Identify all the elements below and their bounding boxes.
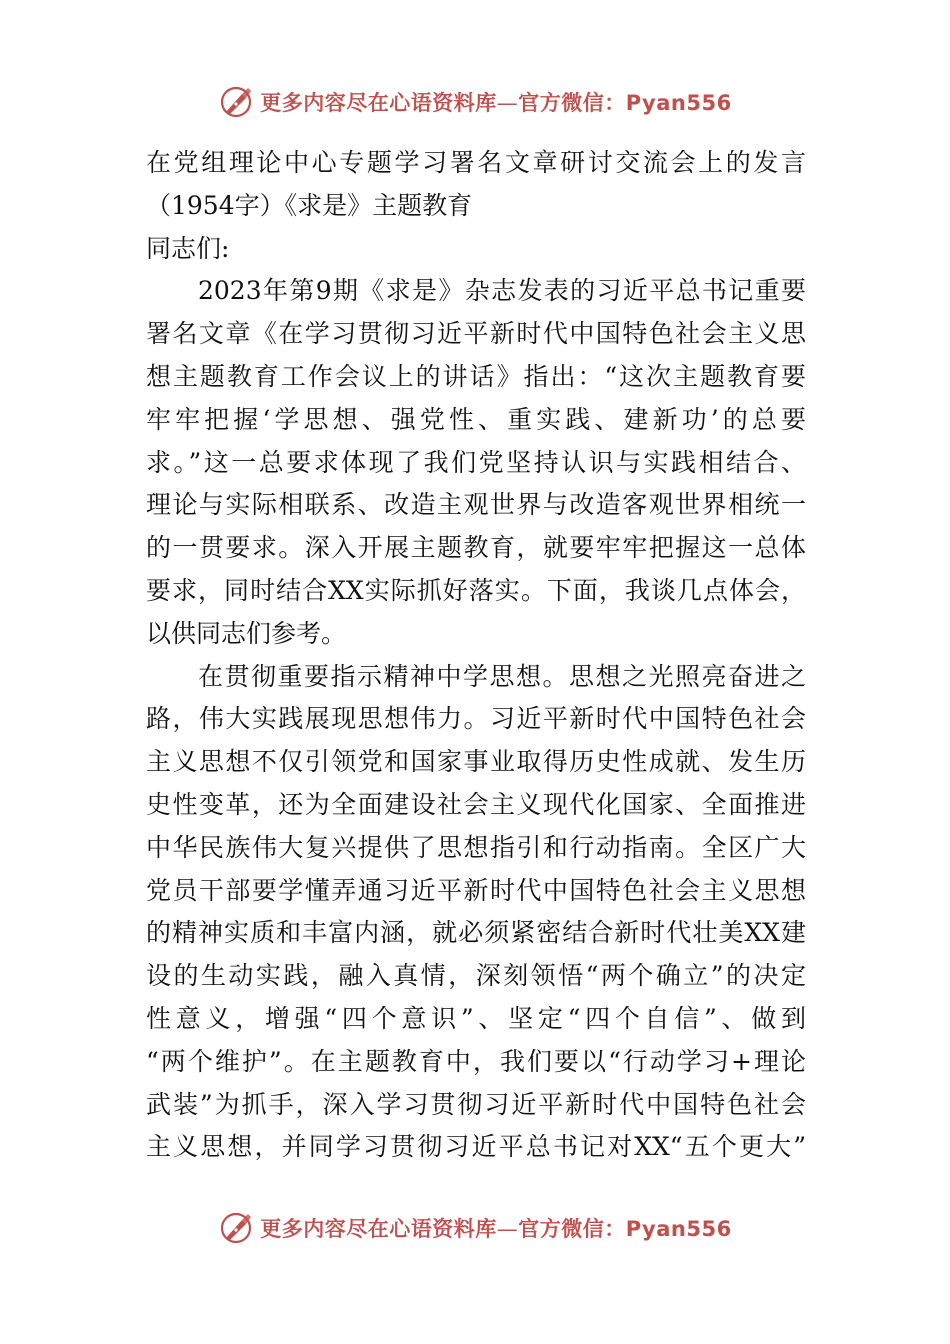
- document-title-line-2: （1954字）《求是》主题教育: [146, 190, 473, 220]
- paragraph-line: 性意义，增强“四个意识”、坚定“四个自信”、做到: [146, 1003, 806, 1033]
- paragraph-line: 求。”这一总要求体现了我们党坚持认识与实践相结合、: [146, 447, 806, 477]
- paragraph-line: 主义思想不仅引领党和国家事业取得历史性成就、发生历: [146, 747, 806, 777]
- paragraph-line: 中华民族伟大复兴提供了思想指引和行动指南。全区广大: [146, 832, 806, 862]
- paragraph-line: 的精神实质和丰富内涵，就必须紧密结合新时代壮美XX建: [146, 918, 806, 948]
- paragraph-line: 党员干部要学懂弄通习近平新时代中国特色社会主义思想: [146, 875, 806, 905]
- paragraph-line: 要求，同时结合XX实际抓好落实。下面，我谈几点体会，: [146, 575, 806, 605]
- paragraph-1: [146, 270, 806, 655]
- document-title-line-1: 在党组理论中心专题学习署名文章研讨交流会上的发言: [146, 148, 806, 177]
- paragraph-2: [146, 656, 806, 1170]
- banner-text: 更多内容尽在心语资料库—官方微信：Pyan556: [260, 91, 732, 115]
- paragraph-line: 武装”为抓手，深入学习贯彻习近平新时代中国特色社会: [146, 1089, 806, 1119]
- paragraph-line: 史性变革，还为全面建设社会主义现代化国家、全面推进: [146, 789, 806, 819]
- paragraph-line: “两个维护”。在主题教育中，我们要以“行动学习+理论: [146, 1046, 806, 1076]
- footer-banner: [0, 1210, 950, 1246]
- salutation: 同志们:: [146, 233, 230, 263]
- paragraph-line: 路，伟大实践展现思想伟力。习近平新时代中国特色社会: [146, 704, 806, 734]
- paragraph-line: 设的生动实践，融入真情，深刻领悟“两个确立”的决定: [146, 961, 806, 991]
- pen-nib-circle-icon: [218, 1210, 254, 1246]
- banner-text: 更多内容尽在心语资料库—官方微信：Pyan556: [260, 1217, 732, 1241]
- paragraph-line: 在贯彻重要指示精神中学思想。思想之光照亮奋进之: [198, 661, 806, 691]
- paragraph-line: 以供同志们参考。: [146, 618, 347, 648]
- document-body: [146, 142, 806, 1169]
- pen-nib-circle-icon: [218, 84, 254, 120]
- paragraph-line: 想主题教育工作会议上的讲话》指出：“这次主题教育要: [146, 361, 806, 391]
- paragraph-line: 2023年第9期《求是》杂志发表的习近平总书记重要: [198, 276, 806, 306]
- paragraph-line: 牢牢把握‘学思想、强党性、重实践、建新功’的总要: [146, 404, 806, 434]
- paragraph-line: 的一贯要求。深入开展主题教育，就要牢牢把握这一总体: [146, 533, 806, 563]
- paragraph-line: 主义思想，并同学习贯彻习近平总书记对XX“五个更大”: [146, 1132, 806, 1162]
- paragraph-line: 理论与实际相联系、改造主观世界与改造客观世界相统一: [146, 490, 806, 520]
- header-banner: [0, 84, 950, 120]
- paragraph-line: 署名文章《在学习贯彻习近平新时代中国特色社会主义思: [146, 319, 806, 349]
